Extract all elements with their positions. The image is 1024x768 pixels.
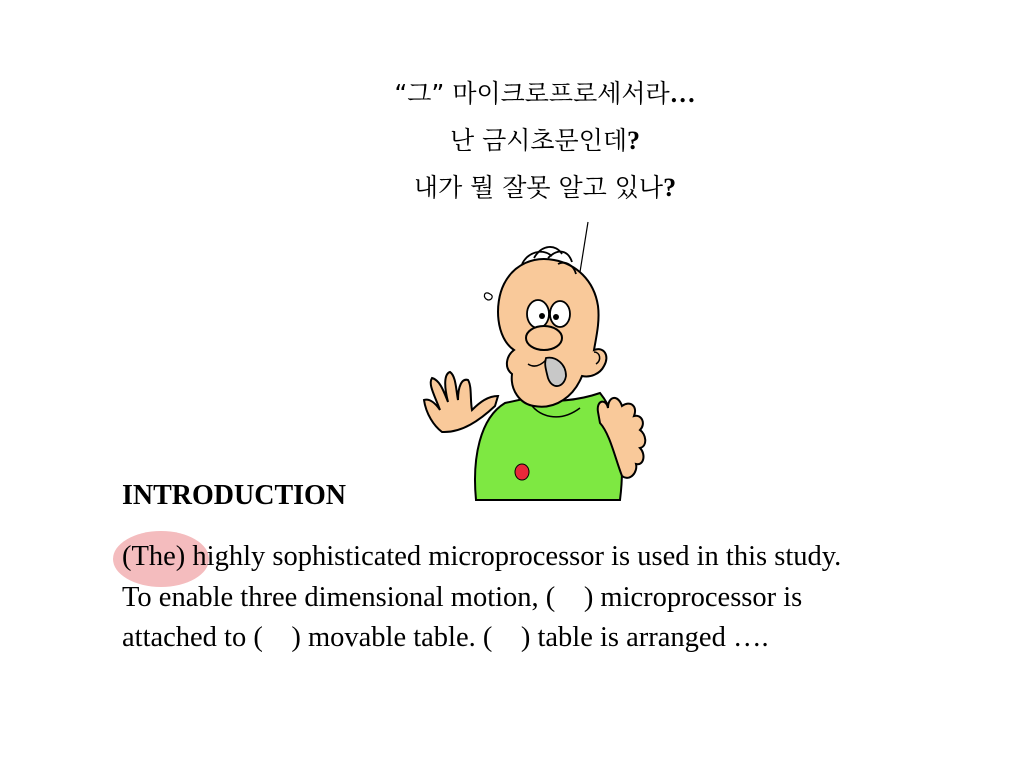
speech-line-3: 내가 뭘 잘못 알고 있나? bbox=[413, 173, 677, 202]
section-heading: INTRODUCTION bbox=[122, 480, 347, 511]
paragraph-line-3: attached to ( ) movable table. ( ) table is arranged …. bbox=[122, 622, 769, 653]
body-paragraph bbox=[122, 537, 1002, 659]
paragraph-line-2: To enable three dimensional motion, ( ) microprocessor is bbox=[122, 581, 803, 613]
speech-bubble-text bbox=[300, 70, 790, 211]
confused-man-icon bbox=[410, 218, 660, 510]
circled-article: (The) bbox=[122, 537, 185, 578]
blank-slot bbox=[492, 622, 521, 653]
paragraph-line-1: (The) highly sophisticated microprocessor is used in this study. bbox=[122, 537, 1002, 578]
blank-slot bbox=[263, 622, 292, 653]
speech-line-1: “그” 마이크로프로세서라… bbox=[394, 79, 696, 108]
speech-line-2: 난 금시초문인데? bbox=[450, 126, 640, 155]
blank-slot bbox=[555, 582, 584, 613]
